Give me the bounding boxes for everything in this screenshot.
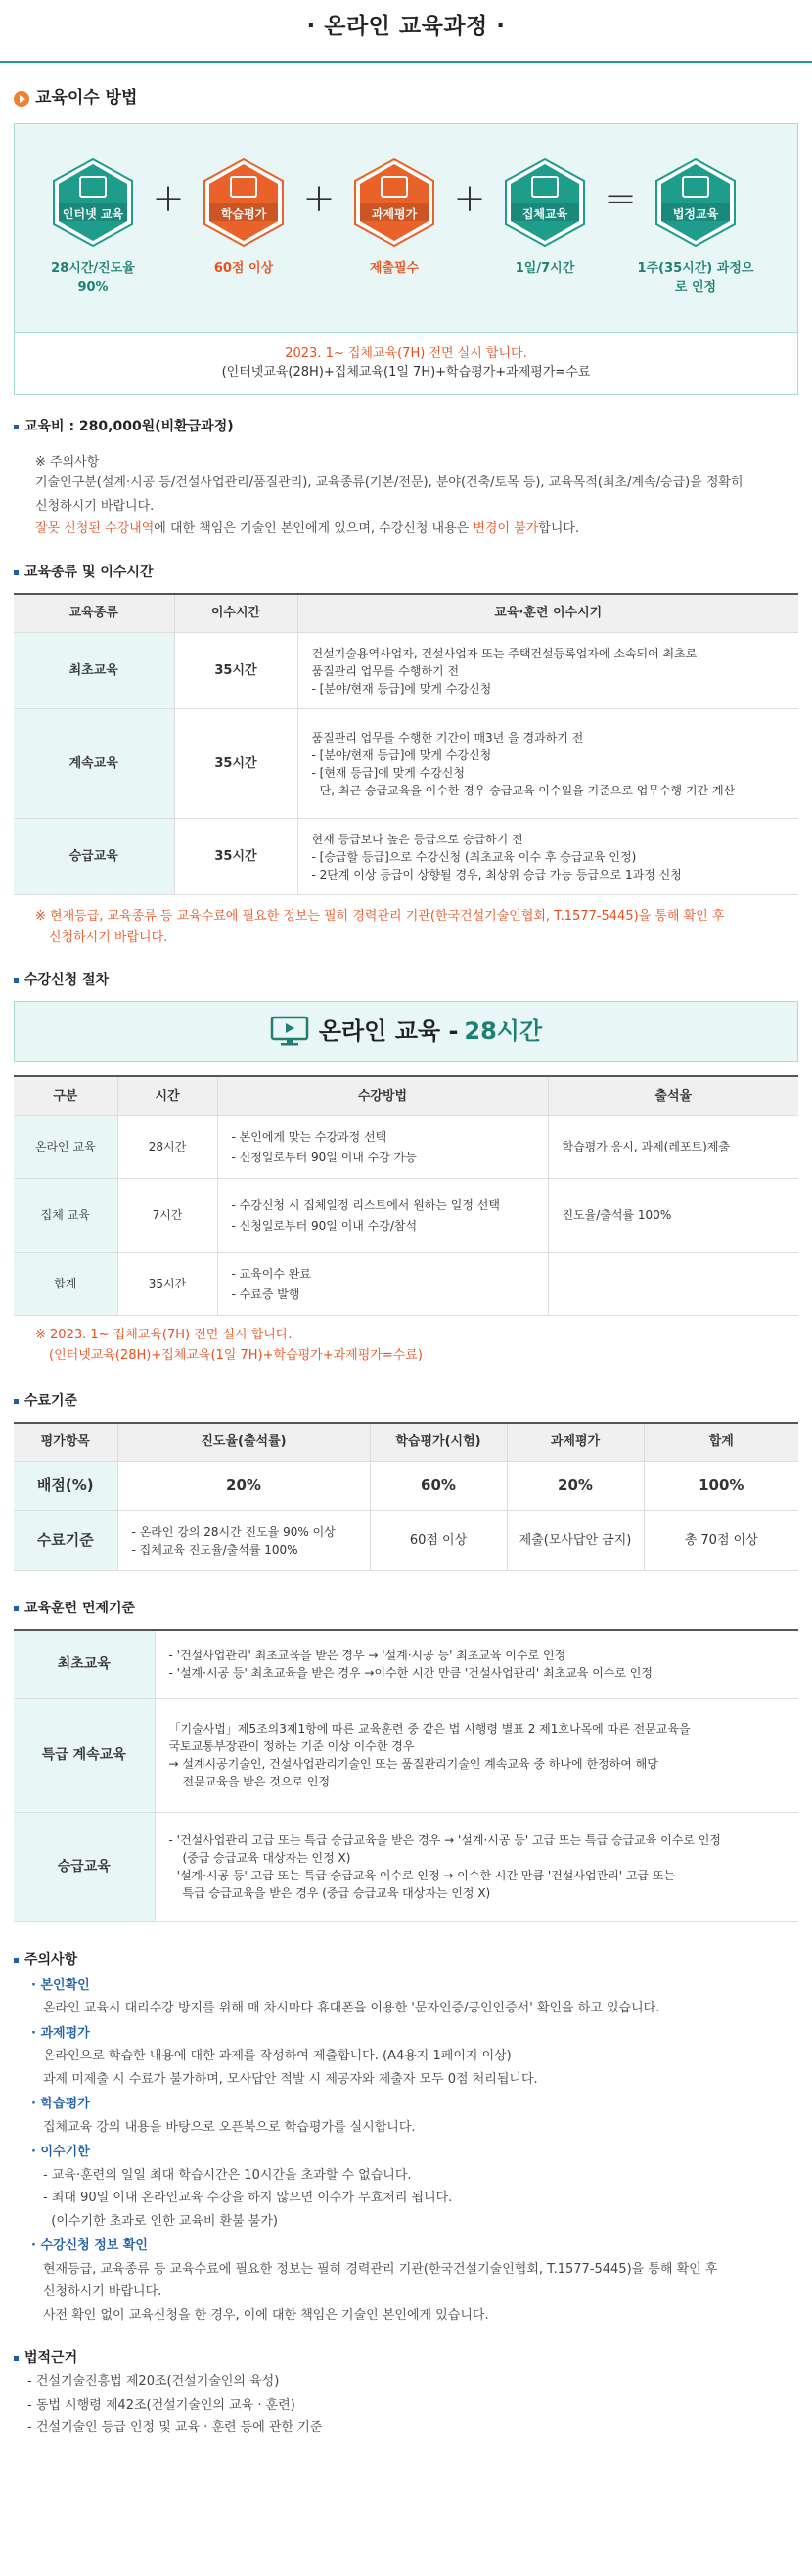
- hexagon-shape: [51, 158, 135, 248]
- types-desc-line: 품질관리 업무를 수행하기 전: [311, 663, 460, 678]
- fee-caution-label: ※ 주의사항: [35, 454, 100, 470]
- proc-header-method: 수강방법: [217, 1076, 548, 1115]
- crit-pass-progress-1: - 온라인 강의 28시간 진도율 90% 이상: [131, 1524, 336, 1539]
- proc-header-attend: 출석율: [548, 1076, 798, 1115]
- plus-sign: +: [302, 175, 336, 221]
- method-section-title: [14, 86, 798, 112]
- types-row: [14, 709, 798, 819]
- proc-attend: 진도율/출석률 100%: [548, 1178, 798, 1252]
- exemption-line: 국토교통부장관이 정하는 기준 이상 이수한 경우: [168, 1740, 415, 1753]
- crit-score-total: 100%: [644, 1462, 798, 1511]
- exemption-line: 특급 승급교육을 받은 경우 (중급 승급교육 대상자는 인정 X): [182, 1886, 491, 1900]
- caution-text: 사전 확인 없이 교육신청을 한 경우, 이에 대한 책임은 기술인 본인에게 있습니다.: [43, 2307, 489, 2323]
- cautions-title-text: 주의사항: [24, 1951, 78, 1967]
- types-header-kind: 교육종류: [14, 594, 174, 633]
- page-header: [0, 0, 812, 61]
- notice-black-text: (인터넷교육(28H)+집체교육(1일 7H)+학습평가+과제평가=수료: [221, 365, 591, 380]
- types-header-period: 교육·훈련 이수시기: [297, 594, 798, 633]
- types-note2: 신청하시기 바랍니다.: [49, 929, 168, 945]
- proc-attend: [548, 1252, 798, 1315]
- method-notice: [14, 333, 798, 395]
- exemption-kind: 최초교육: [14, 1630, 155, 1698]
- criteria-title-text: 수료기준: [24, 1392, 78, 1409]
- caution-text: - 최대 90일 이내 온라인교육 수강을 하지 않으면 이수가 무효처리 됩니다.: [43, 2191, 453, 2205]
- fee-title: [14, 417, 798, 437]
- caution-text: - 교육·훈련의 일일 최대 학습시간은 10시간을 초과할 수 없습니다.: [43, 2167, 412, 2183]
- exemption-line: - '설계·시공 등' 고급 또는 특급 승급교육 이수로 인정 → 이수한 시간 만큼 '건설사업관리' 고급 또는: [168, 1869, 676, 1882]
- types-desc-line: 현재 등급보다 높은 등급으로 승급하기 전: [311, 832, 523, 846]
- crit-score-label: 배점(%): [14, 1462, 117, 1511]
- crit-header-3: 과제평가: [507, 1423, 644, 1462]
- teacher-icon: [654, 158, 738, 248]
- crit-score-exam: 60%: [370, 1462, 507, 1511]
- proc-attend: 학습평가 응시, 과제(레포트)제출: [548, 1115, 798, 1178]
- caution-text: 신청하시기 바랍니다.: [43, 2284, 162, 2299]
- exemption-row: [14, 1630, 798, 1698]
- caution-heading: · 본인확인: [31, 1977, 90, 1993]
- crit-pass-total: 총 70점 이상: [644, 1511, 798, 1571]
- caution-text: 집체교육 강의 내용을 바탕으로 오픈북으로 학습평가를 실시합니다.: [43, 2119, 416, 2135]
- proc-header-kind: 구분: [14, 1076, 117, 1115]
- method-item-label: 과제평가: [371, 206, 418, 221]
- proc-time: 28시간: [117, 1115, 217, 1178]
- types-desc-line: - [현재 등급]에 맞게 수강신청: [311, 765, 465, 780]
- exemption-row: [14, 1812, 798, 1921]
- plus-sign: +: [152, 175, 185, 221]
- pencil-icon: [202, 158, 286, 248]
- procedure-row: [14, 1178, 798, 1252]
- crit-header-1: 진도율(출석률): [117, 1423, 370, 1462]
- proc-method: [217, 1252, 548, 1315]
- types-kind: 승급교육: [14, 819, 174, 895]
- exemption-line: - '건설사업관리 고급 또는 특급 승급교육을 받은 경우 → '설계·시공 등' 고급 또는 특급 승급교육 이수로 인정: [168, 1833, 721, 1847]
- document-icon: [352, 158, 436, 248]
- proc-kind: 집체 교육: [14, 1178, 117, 1252]
- hexagon-shape: [503, 158, 587, 248]
- types-desc: [297, 633, 798, 709]
- exemption-desc: [155, 1812, 798, 1921]
- exemption-line: - '설계·시공 등' 최초교육을 받은 경우 →이수한 시간 만큼 '건설사업관리' 최초교육 이수로 인정: [168, 1666, 653, 1681]
- proc-method-line: - 수강신청 시 집체일정 리스트에서 원하는 일정 선택: [231, 1198, 500, 1212]
- types-note1: ※ 현재등급, 교육종류 등 교육수료에 필요한 정보는 필히 경력관리 기관(한국건설기술인협회, T.1577-5445)을 통해 확인 후: [35, 909, 725, 924]
- method-item: [336, 158, 453, 279]
- proc-method-line: - 신청일로부터 90일 이내 수강 가능: [231, 1150, 417, 1164]
- proc-kind: 합계: [14, 1252, 117, 1315]
- caution-heading: · 학습평가: [31, 2097, 90, 2111]
- types-hours: 35시간: [174, 633, 297, 709]
- types-desc-line: - 2단계 이상 등급이 상향될 경우, 최상위 승급 가능 등급으로 1과정 신청: [311, 867, 682, 881]
- caution-heading: · 수강신청 정보 확인: [31, 2238, 148, 2253]
- banner-text-b: 28시간: [464, 1017, 543, 1045]
- method-item-label: 집체교육: [521, 206, 568, 221]
- proc-method-line: - 신청일로부터 90일 이내 수강/참석: [231, 1218, 418, 1233]
- procedure-row: [14, 1115, 798, 1178]
- exemption-title: [14, 1599, 798, 1619]
- caution-text: 과제 미제출 시 수료가 불가하며, 모사답안 적발 시 제공자와 제출자 모두 0점 처리됩니다.: [43, 2071, 538, 2087]
- law-item: - 동법 시행령 제42조(건설기술인의 교육 · 훈련): [27, 2397, 295, 2413]
- criteria-title: [14, 1391, 798, 1412]
- method-item-label: 인터넷 교육: [62, 206, 124, 221]
- exemption-desc: [155, 1698, 798, 1812]
- law-title: [14, 2348, 798, 2369]
- page-title: · 온라인 교육과정 ·: [306, 14, 506, 39]
- types-hours: 35시간: [174, 709, 297, 819]
- procedure-note2: (인터넷교육(28H)+집체교육(1일 7H)+학습평가+과제평가=수료): [49, 1348, 423, 1363]
- method-item-label: 법정교육: [672, 206, 719, 221]
- method-item: [486, 158, 604, 279]
- law-item: - 건설기술인 등급 인정 및 교육 · 훈련 등에 관한 기준: [27, 2420, 323, 2435]
- law-title-text: 법적근거: [24, 2350, 78, 2366]
- types-desc-line: - [분야/현재 등급]에 맞게 수강신청: [311, 747, 492, 762]
- proc-method-line: - 교육이수 완료: [231, 1266, 312, 1281]
- proc-method: [217, 1178, 548, 1252]
- plus-sign: +: [453, 175, 486, 221]
- types-header-hours: 이수시간: [174, 594, 297, 633]
- types-desc-line: - 단, 최근 승급교육을 이수한 경우 승급교육 이수일을 기준으로 업무수행 기간 계산: [311, 783, 736, 797]
- law-item: - 건설기술진흥법 제20조(건설기술인의 육성): [27, 2374, 280, 2389]
- method-box: [14, 123, 798, 333]
- caution-text: 현재등급, 교육종류 등 교육수료에 필요한 정보는 필히 경력관리 기관(한국건설기술인협회, T.1577-5445)을 통해 확인 후: [43, 2261, 718, 2277]
- types-title-text: 교육종류 및 이수시간: [24, 564, 154, 580]
- fee-line3: [14, 520, 798, 539]
- hexagon-shape: [352, 158, 436, 248]
- caution-text: 온라인 교육시 대리수강 방지를 위해 매 차시마다 휴대폰을 이용한 '문자인증/공인인증서' 확인을 하고 있습니다.: [43, 2001, 660, 2015]
- proc-method: [217, 1115, 548, 1178]
- procedure-title-text: 수강신청 절차: [24, 972, 110, 988]
- exemption-line: (중급 승급교육 대상자는 인정 X): [182, 1851, 351, 1865]
- fee-red1: 잘못 신청된 수강내역: [35, 521, 155, 536]
- types-row: [14, 633, 798, 709]
- exemption-line: → 설계시공기술인, 건설사업관리기술인 또는 품질관리기술인 계속교육 중 하나에 한정하여 해당: [168, 1757, 658, 1771]
- method-item-sub: 1주(35시간) 과정으로 인정: [637, 260, 754, 294]
- types-desc: [297, 709, 798, 819]
- types-desc: [297, 819, 798, 895]
- types-kind: 최초교육: [14, 633, 174, 709]
- proc-kind: 온라인 교육: [14, 1115, 117, 1178]
- exemption-desc: [155, 1630, 798, 1698]
- exemption-line: 전문교육을 받은 것으로 인정: [182, 1775, 331, 1788]
- types-kind: 계속교육: [14, 709, 174, 819]
- method-item: [185, 158, 302, 279]
- crit-pass-exam: 60점 이상: [370, 1511, 507, 1571]
- fee-line1: 기술인구분(설계·시공 등/건설사업관리/품질관리), 교육종류(기본/전문), 분야(건축/토목 등), 교육목적(최초/계속/승급)을 정확히: [35, 475, 744, 490]
- types-desc-line: 품질관리 업무를 수행한 기간이 매3년 을 경과하기 전: [311, 730, 584, 745]
- types-desc-line: - [승급할 등급]으로 수강신청 (최초교육 이수 후 승급교육 인정): [311, 849, 637, 864]
- exemption-row: [14, 1698, 798, 1812]
- banner-text-a: 온라인 교육 -: [318, 1017, 459, 1045]
- crit-pass-label: 수료기준: [14, 1511, 117, 1571]
- monitor-icon: [270, 1016, 309, 1047]
- proc-header-time: 시간: [117, 1076, 217, 1115]
- types-title: [14, 563, 798, 583]
- crit-score-progress: 20%: [117, 1462, 370, 1511]
- method-item-label: 학습평가: [220, 206, 267, 221]
- online-banner: [14, 1001, 798, 1062]
- crit-header-0: 평가항목: [14, 1423, 117, 1462]
- cautions-list: [14, 1976, 798, 2326]
- procedure-table: [14, 1075, 798, 1316]
- proc-method-line: - 수료증 발행: [231, 1287, 300, 1301]
- caution-text: (이수기한 초과로 인한 교육비 환불 불가): [43, 2213, 278, 2229]
- types-desc-line: - [분야/현재 등급]에 맞게 수강신청: [311, 681, 492, 696]
- cautions-title: [14, 1950, 798, 1970]
- exemption-line: - '건설사업관리' 최초교육을 받은 경우 → '설계·시공 등' 최초교육 이수로 인정: [168, 1649, 566, 1663]
- fee-title-text: 교육비 : 280,000원(비환급과정): [24, 418, 234, 434]
- crit-score-row: [14, 1462, 798, 1511]
- crit-pass-task: 제출(모사답안 금지): [507, 1511, 644, 1571]
- procedure-row: [14, 1252, 798, 1315]
- proc-time: 35시간: [117, 1252, 217, 1315]
- fee-red2: 변경이 불가: [473, 521, 539, 536]
- crit-header-4: 합계: [644, 1423, 798, 1462]
- fee-line2: 신청하시기 바랍니다.: [35, 498, 155, 514]
- method-item-sub: 60점 이상: [213, 260, 274, 276]
- method-item-sub: 제출필수: [369, 260, 420, 276]
- law-list: [14, 2373, 798, 2438]
- monitor-icon: [51, 158, 135, 248]
- crit-pass-progress-2: - 집체교육 진도율/출석률 100%: [131, 1542, 298, 1557]
- crit-pass-progress: [117, 1511, 370, 1571]
- types-desc-line: 건설기술용역사업자, 건설사업자 또는 주택건설등록업자에 소속되어 최초로: [311, 646, 698, 660]
- proc-time: 7시간: [117, 1178, 217, 1252]
- exemption-line: 「기술사법」제5조의3제1항에 따른 교육훈련 중 같은 법 시행령 별표 2 제1호나목에 따른 전문교육을: [168, 1722, 691, 1736]
- equals-sign: =: [604, 175, 637, 221]
- method-row: [15, 124, 797, 297]
- types-row: [14, 819, 798, 895]
- caution-heading: · 이수기한: [31, 2145, 90, 2159]
- fee-end: 합니다.: [538, 521, 580, 536]
- proc-method-line: - 본인에게 맞는 수강과정 선택: [231, 1129, 387, 1144]
- method-item-sub: 28시간/진도율 90%: [51, 260, 135, 294]
- method-item: [34, 158, 152, 297]
- group-icon: [503, 158, 587, 248]
- exemption-table: [14, 1629, 798, 1922]
- types-hours: 35시간: [174, 819, 297, 895]
- play-bullet-icon: [14, 91, 29, 107]
- method-title-text: 교육이수 방법: [35, 88, 138, 108]
- caution-heading: · 과제평가: [31, 2025, 90, 2041]
- caution-text: 온라인으로 학습한 내용에 대한 과제를 작성하여 제출합니다. (A4용지 1페이지 이상): [43, 2049, 512, 2063]
- exemption-title-text: 교육훈련 면제기준: [24, 1601, 136, 1616]
- types-table: [14, 593, 798, 896]
- exemption-kind: 특급 계속교육: [14, 1698, 155, 1812]
- procedure-title: [14, 971, 798, 991]
- notice-red-text: 2023. 1~ 집체교육(7H) 전면 실시 합니다.: [285, 345, 527, 361]
- crit-header-2: 학습평가(시험): [370, 1423, 507, 1462]
- method-item-sub: 1일/7시간: [515, 260, 575, 276]
- exemption-kind: 승급교육: [14, 1812, 155, 1921]
- hexagon-shape: [202, 158, 286, 248]
- hexagon-shape: [654, 158, 738, 248]
- method-item: [637, 158, 754, 297]
- header-divider: [0, 61, 812, 63]
- procedure-note1: ※ 2023. 1~ 집체교육(7H) 전면 실시 합니다.: [35, 1327, 293, 1342]
- crit-score-task: 20%: [507, 1462, 644, 1511]
- criteria-table: [14, 1422, 798, 1572]
- fee-mid: 에 대한 책임은 기술인 본인에게 있으며, 수강신청 내용은: [154, 521, 474, 536]
- crit-pass-row: [14, 1511, 798, 1571]
